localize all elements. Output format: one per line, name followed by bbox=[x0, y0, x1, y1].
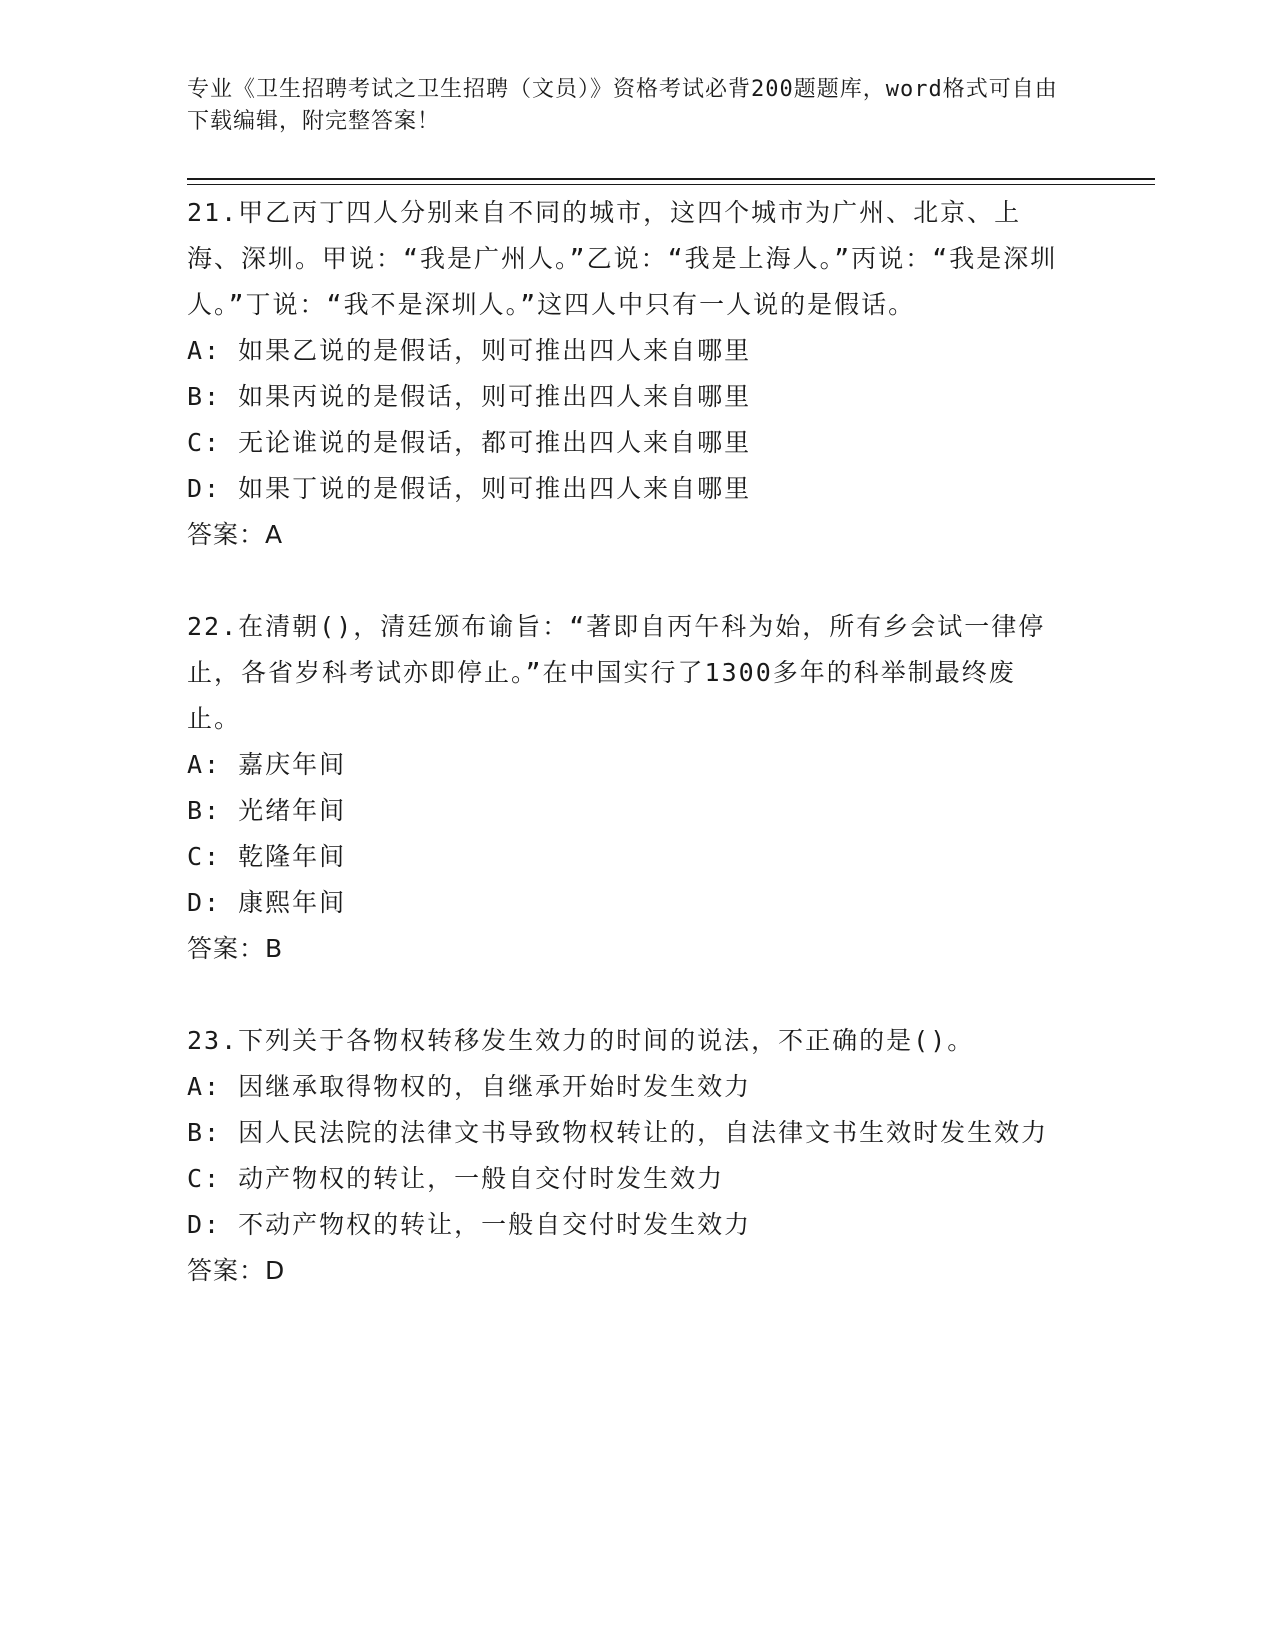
option-d: D: 如果丁说的是假话，则可推出四人来自哪里 bbox=[187, 474, 752, 503]
document-header: 专业《卫生招聘考试之卫生招聘（文员）》资格考试必背200题题库，word格式可自由下载编辑，附完整答案！ bbox=[187, 77, 1058, 134]
option-a: A: 如果乙说的是假话，则可推出四人来自哪里 bbox=[187, 336, 752, 365]
question-text: 23.下列关于各物权转移发生效力的时间的说法，不正确的是()。 bbox=[187, 1026, 975, 1055]
question-text: 22.在清朝()，清廷颁布谕旨：“著即自丙午科为始，所有乡会试一律停止，各省岁科考试亦即停止。”在中国实行了1300多年的科举制最终废止。 bbox=[187, 612, 1046, 733]
header-divider-thick bbox=[187, 178, 1155, 180]
question-21 bbox=[187, 190, 1067, 558]
option-b: B: 因人民法院的法律文书导致物权转让的，自法律文书生效时发生效力 bbox=[187, 1118, 1049, 1147]
option-d: D: 康熙年间 bbox=[187, 888, 347, 917]
option-d: D: 不动产物权的转让，一般自交付时发生效力 bbox=[187, 1210, 752, 1239]
option-c: C: 乾隆年间 bbox=[187, 842, 347, 871]
answer: 答案：A bbox=[187, 520, 284, 549]
question-text: 21.甲乙丙丁四人分别来自不同的城市，这四个城市为广州、北京、上海、深圳。甲说：“我是广州人。”乙说：“我是上海人。”丙说：“我是深圳人。”丁说：“我不是深圳人。”这四人中只有一人说的是假话。 bbox=[187, 198, 1058, 319]
option-a: A: 嘉庆年间 bbox=[187, 750, 347, 779]
question-list bbox=[187, 190, 1067, 1340]
option-c: C: 动产物权的转让，一般自交付时发生效力 bbox=[187, 1164, 725, 1193]
option-b: B: 光绪年间 bbox=[187, 796, 347, 825]
question-23 bbox=[187, 1018, 1067, 1294]
option-a: A: 因继承取得物权的，自继承开始时发生效力 bbox=[187, 1072, 752, 1101]
answer: 答案：D bbox=[187, 1256, 286, 1285]
header-divider-thin bbox=[187, 184, 1155, 185]
answer: 答案：B bbox=[187, 934, 284, 963]
option-b: B: 如果丙说的是假话，则可推出四人来自哪里 bbox=[187, 382, 752, 411]
question-22 bbox=[187, 604, 1067, 972]
option-c: C: 无论谁说的是假话，都可推出四人来自哪里 bbox=[187, 428, 752, 457]
